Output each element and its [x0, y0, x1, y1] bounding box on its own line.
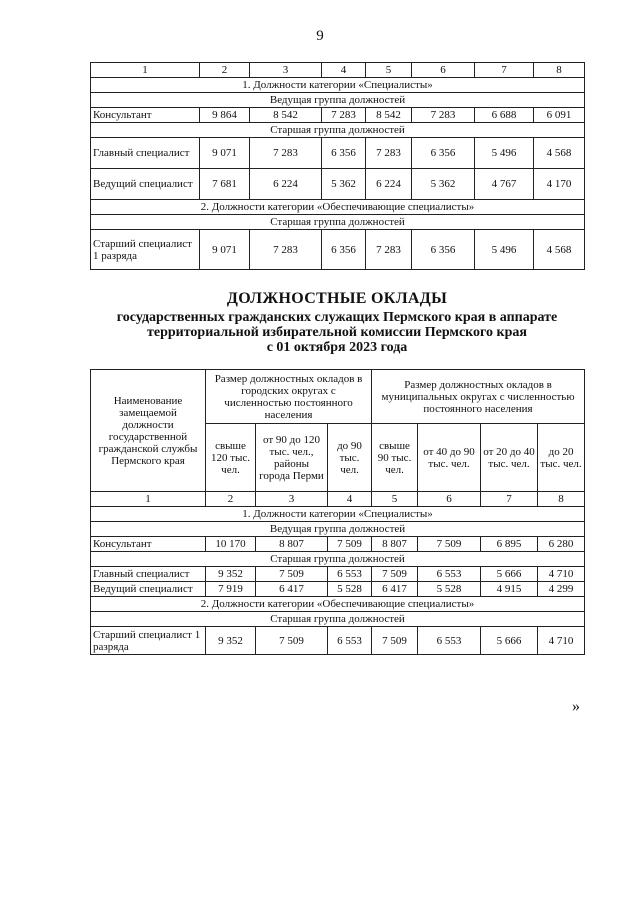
salary-cell: 6 224 [366, 169, 412, 200]
page-number: 9 [316, 28, 324, 44]
table-row [91, 93, 585, 108]
table-row [91, 567, 585, 582]
header-municipal-districts: Размер должностных окладов в муниципальных округах с численностью постоянного населения [372, 370, 585, 424]
group-heading: Старшая группа должностей [91, 123, 585, 138]
position-name: Главный специалист [91, 567, 206, 582]
column-number: 4 [328, 492, 372, 507]
category-heading: 1. Должности категории «Специалисты» [91, 507, 585, 522]
table-row [91, 597, 585, 612]
salary-table-continued [90, 62, 585, 270]
salary-cell: 7 509 [256, 567, 328, 582]
column-number: 1 [91, 492, 206, 507]
table-row [91, 138, 585, 169]
salary-cell: 6 553 [418, 567, 481, 582]
salary-cell: 9 352 [206, 627, 256, 655]
salary-cell: 4 170 [534, 169, 585, 200]
salary-cell: 8 807 [372, 537, 418, 552]
salary-cell: 7 509 [256, 627, 328, 655]
salary-cell: 4 710 [538, 567, 585, 582]
table-row [91, 123, 585, 138]
subtitle-line: территориальной избирательной комиссии Пермского края [147, 325, 527, 340]
table-row [91, 200, 585, 215]
position-name: Главный специалист [91, 138, 200, 169]
salary-cell: 8 807 [256, 537, 328, 552]
salary-table [90, 369, 585, 655]
position-name: Ведущий специалист [91, 582, 206, 597]
table-row [91, 169, 585, 200]
salary-cell: 6 356 [412, 138, 475, 169]
salary-cell: 6 895 [481, 537, 538, 552]
salary-cell: 6 553 [418, 627, 481, 655]
category-heading: 1. Должности категории «Специалисты» [91, 78, 585, 93]
table-row [91, 522, 585, 537]
salary-cell: 7 681 [200, 169, 250, 200]
table-row [91, 582, 585, 597]
salary-cell: 8 542 [250, 108, 322, 123]
column-number: 1 [91, 63, 200, 78]
salary-cell: 7 283 [412, 108, 475, 123]
sub-header: свыше 90 тыс. чел. [372, 424, 418, 492]
salary-cell: 9 071 [200, 138, 250, 169]
salary-cell: 6 553 [328, 567, 372, 582]
salary-cell: 7 509 [372, 567, 418, 582]
table-row [91, 627, 585, 655]
salary-cell: 9 352 [206, 567, 256, 582]
position-name: Ведущий специалист [91, 169, 200, 200]
salary-cell: 7 509 [418, 537, 481, 552]
salary-cell: 6 224 [250, 169, 322, 200]
salary-cell: 6 553 [328, 627, 372, 655]
position-name: Старший специалист 1 разряда [91, 230, 200, 270]
salary-cell: 5 666 [481, 627, 538, 655]
group-heading: Старшая группа должностей [91, 612, 585, 627]
salary-cell: 6 688 [475, 108, 534, 123]
column-number: 2 [200, 63, 250, 78]
column-number: 2 [206, 492, 256, 507]
category-heading: 2. Должности категории «Обеспечивающие специалисты» [91, 597, 585, 612]
sub-header: от 40 до 90 тыс. чел. [418, 424, 481, 492]
column-number: 6 [418, 492, 481, 507]
salary-cell: 4 568 [534, 138, 585, 169]
salary-cell: 7 509 [328, 537, 372, 552]
salary-cell: 6 091 [534, 108, 585, 123]
group-heading: Старшая группа должностей [91, 215, 585, 230]
subtitle-line: с 01 октября 2023 года [266, 340, 408, 355]
salary-cell: 6 356 [322, 138, 366, 169]
salary-cell: 4 299 [538, 582, 585, 597]
header-position-name: Наименование замещаемой должности государственной гражданской службы Пермского края [91, 370, 206, 492]
salary-cell: 6 280 [538, 537, 585, 552]
column-number: 8 [538, 492, 585, 507]
table-row [91, 537, 585, 552]
salary-cell: 7 283 [250, 138, 322, 169]
sub-header: до 90 тыс. чел. [328, 424, 372, 492]
salary-cell: 6 356 [412, 230, 475, 270]
table-row [91, 612, 585, 627]
table-row [91, 108, 585, 123]
salary-cell: 4 710 [538, 627, 585, 655]
sub-header: от 20 до 40 тыс. чел. [481, 424, 538, 492]
salary-cell: 9 864 [200, 108, 250, 123]
salary-cell: 5 528 [418, 582, 481, 597]
header-urban-districts: Размер должностных окладов в городских округах с численностью постоянного населения [206, 370, 372, 424]
salary-cell: 5 528 [328, 582, 372, 597]
category-heading: 2. Должности категории «Обеспечивающие специалисты» [91, 200, 585, 215]
salary-cell: 5 362 [412, 169, 475, 200]
salary-cell: 5 496 [475, 230, 534, 270]
closing-quote: » [572, 698, 580, 715]
subtitle-line: государственных гражданских служащих Пермского края в аппарате [116, 310, 558, 325]
salary-cell: 6 417 [256, 582, 328, 597]
salary-cell: 7 283 [322, 108, 366, 123]
document-subtitle [90, 310, 584, 355]
table-row [91, 507, 585, 522]
table-row [91, 552, 585, 567]
table-row [91, 215, 585, 230]
column-number: 6 [412, 63, 475, 78]
group-heading: Старшая группа должностей [91, 552, 585, 567]
salary-cell: 4 568 [534, 230, 585, 270]
salary-cell: 9 071 [200, 230, 250, 270]
salary-cell: 7 283 [250, 230, 322, 270]
sub-header: до 20 тыс. чел. [538, 424, 585, 492]
column-number: 3 [256, 492, 328, 507]
salary-cell: 10 170 [206, 537, 256, 552]
column-number: 7 [475, 63, 534, 78]
position-name: Старший специалист 1 разряда [91, 627, 206, 655]
table-row [91, 78, 585, 93]
salary-cell: 5 666 [481, 567, 538, 582]
salary-cell: 5 496 [475, 138, 534, 169]
salary-cell: 4 915 [481, 582, 538, 597]
column-number: 8 [534, 63, 585, 78]
salary-cell: 7 283 [366, 230, 412, 270]
group-heading: Ведущая группа должностей [91, 522, 585, 537]
column-number: 3 [250, 63, 322, 78]
table-row [91, 492, 585, 507]
table-header-row [91, 370, 585, 424]
salary-cell: 7 283 [366, 138, 412, 169]
column-number: 5 [366, 63, 412, 78]
position-name: Консультант [91, 537, 206, 552]
sub-header: свыше 120 тыс. чел. [206, 424, 256, 492]
column-number: 7 [481, 492, 538, 507]
salary-cell: 5 362 [322, 169, 366, 200]
sub-header: от 90 до 120 тыс. чел., районы города Перми [256, 424, 328, 492]
document-title: ДОЛЖНОСТНЫЕ ОКЛАДЫ [226, 290, 448, 307]
table-row [91, 63, 585, 78]
salary-cell: 8 542 [366, 108, 412, 123]
salary-cell: 6 417 [372, 582, 418, 597]
salary-cell: 7 919 [206, 582, 256, 597]
table-row [91, 230, 585, 270]
salary-cell: 6 356 [322, 230, 366, 270]
position-name: Консультант [91, 108, 200, 123]
salary-cell: 7 509 [372, 627, 418, 655]
salary-cell: 4 767 [475, 169, 534, 200]
column-number: 5 [372, 492, 418, 507]
column-number: 4 [322, 63, 366, 78]
group-heading: Ведущая группа должностей [91, 93, 585, 108]
